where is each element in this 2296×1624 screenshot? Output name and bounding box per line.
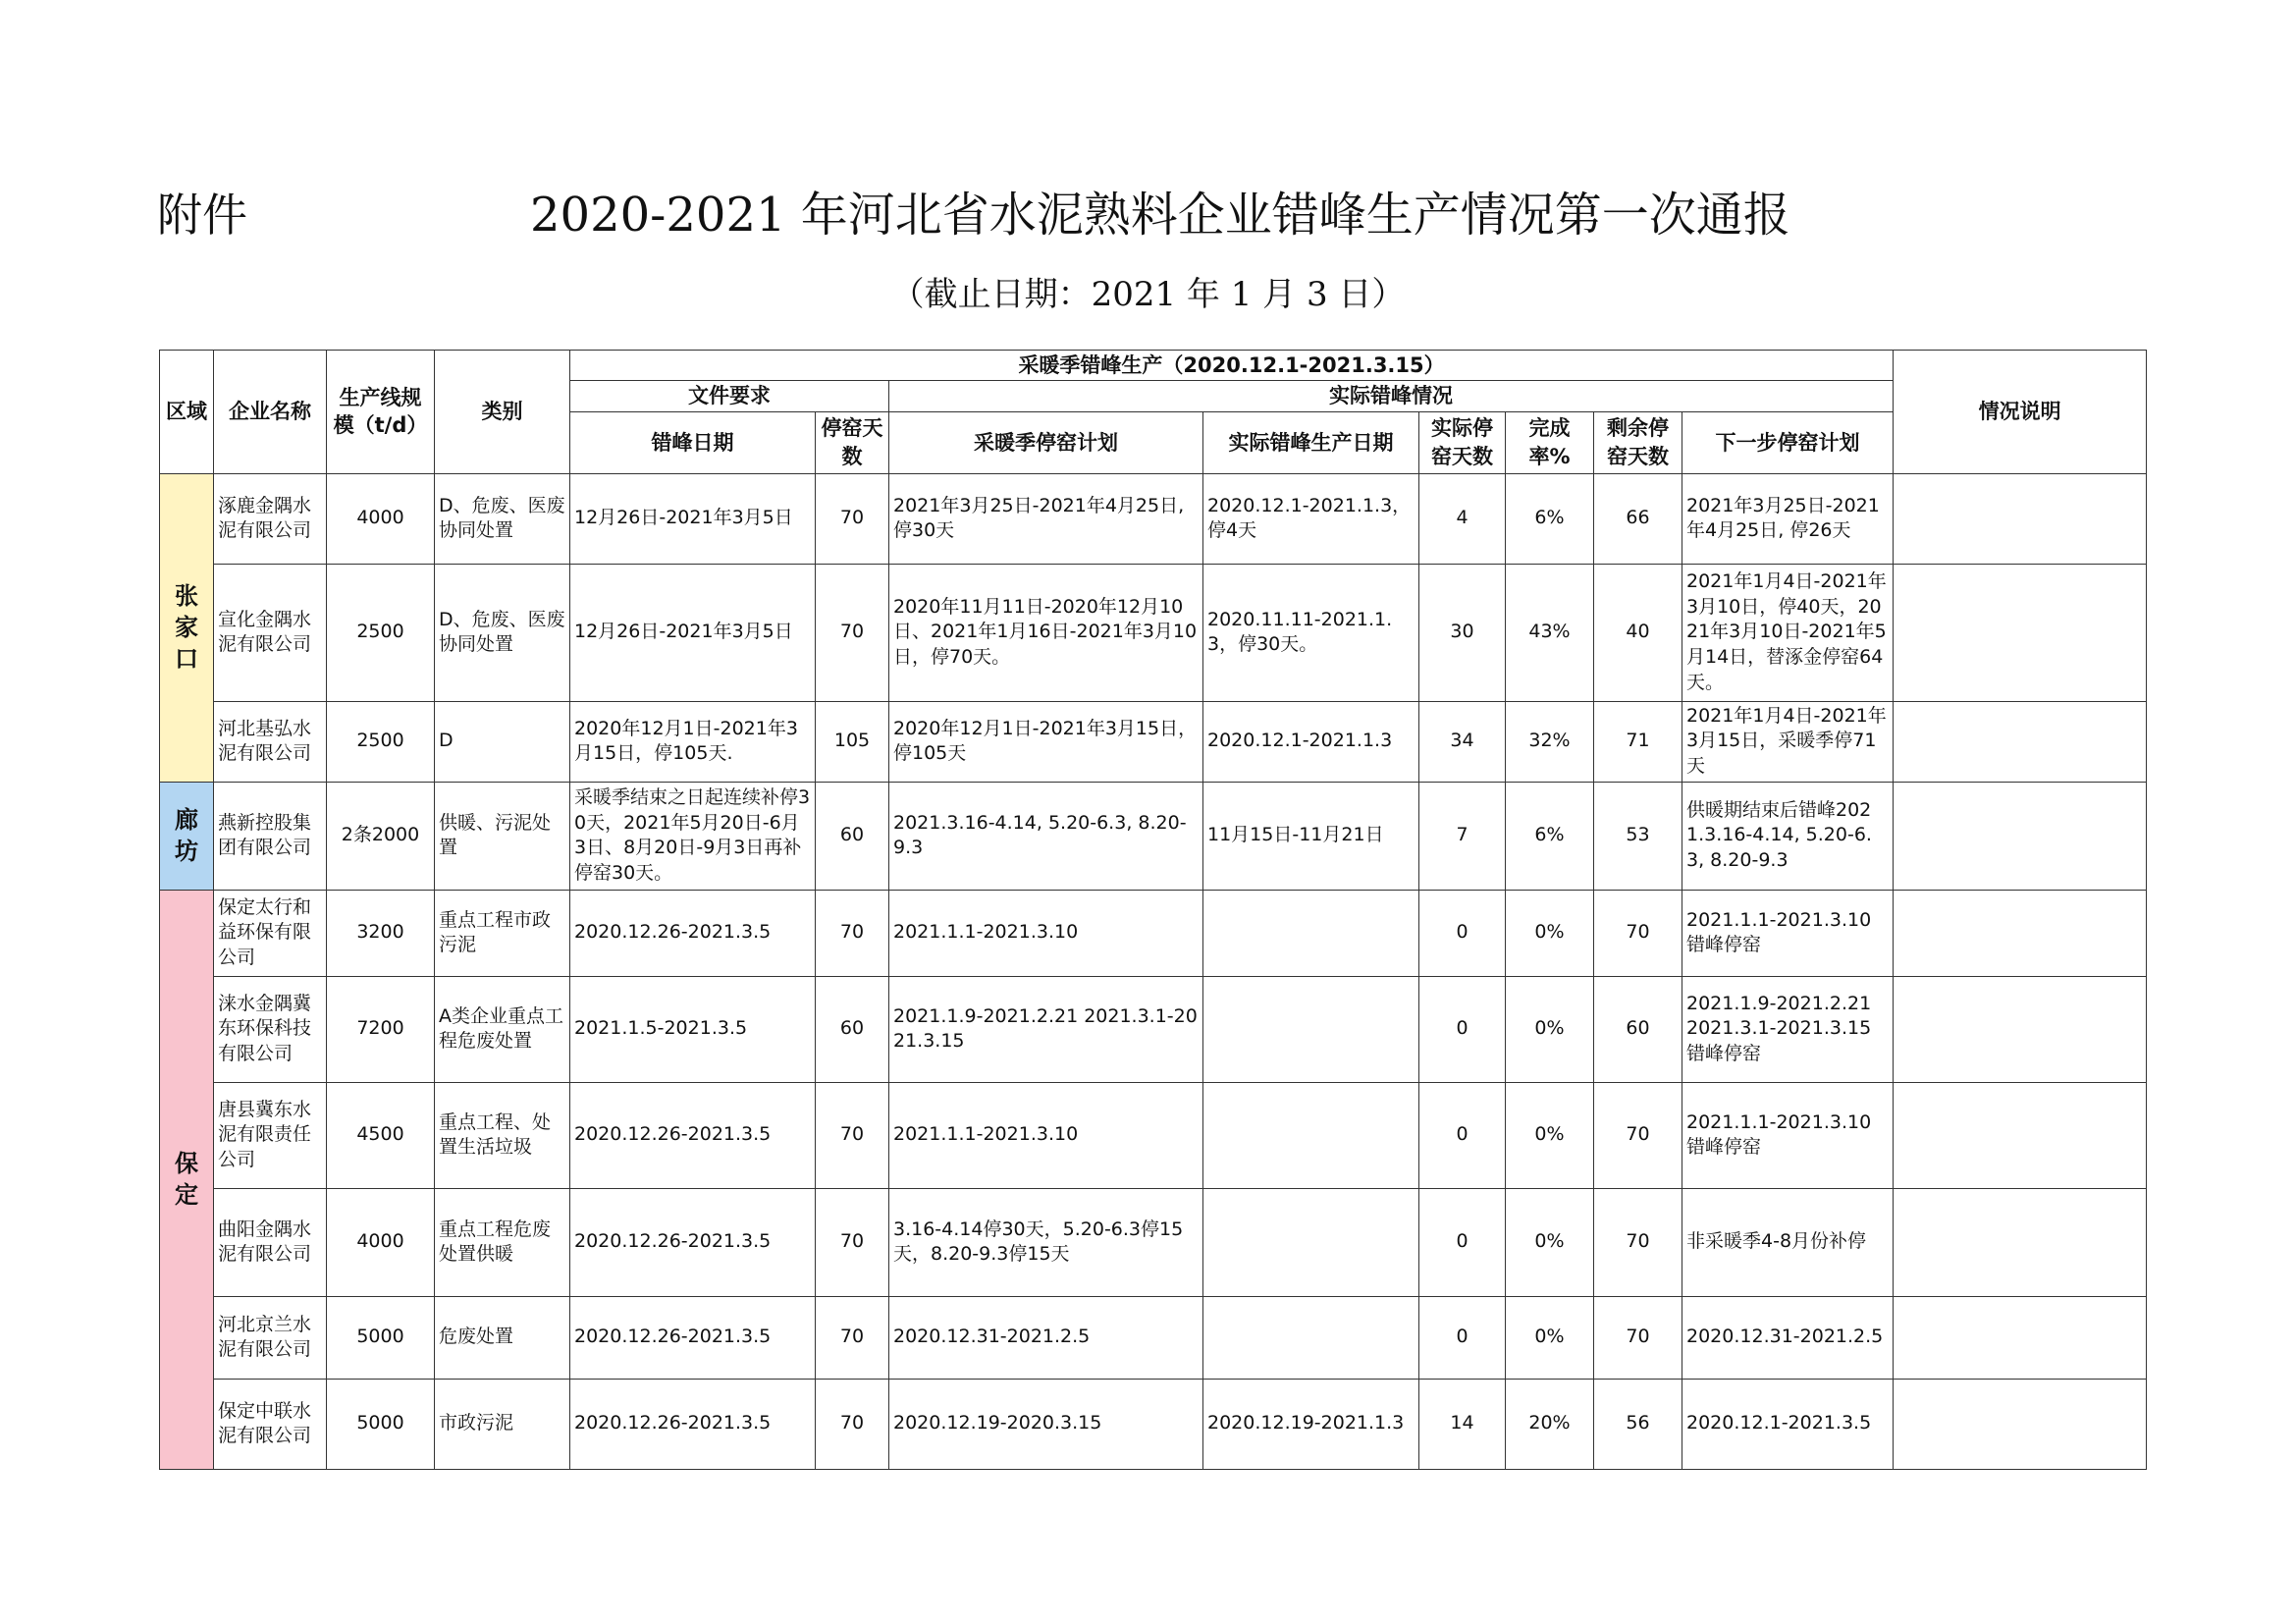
stop-days-cell: 70 bbox=[816, 1379, 889, 1469]
category-cell: D、危废、医废协同处置 bbox=[435, 473, 570, 564]
table-row bbox=[160, 782, 2147, 890]
completion-cell: 0% bbox=[1506, 890, 1594, 976]
header-actual-days: 实际停窑天数 bbox=[1419, 411, 1506, 473]
peak-production-table bbox=[159, 350, 2147, 1470]
completion-cell: 43% bbox=[1506, 564, 1594, 701]
company-cell: 保定中联水泥有限公司 bbox=[214, 1379, 327, 1469]
capacity-cell: 5000 bbox=[327, 1296, 435, 1379]
peak-date-cell: 2020.12.26-2021.3.5 bbox=[570, 1379, 816, 1469]
next-plan-cell: 2021年3月25日-2021年4月25日, 停26天 bbox=[1682, 473, 1894, 564]
stop-days-cell: 60 bbox=[816, 976, 889, 1082]
actual-days-cell: 30 bbox=[1419, 564, 1506, 701]
header-category: 类别 bbox=[435, 351, 570, 474]
peak-date-cell: 2020年12月1日-2021年3月15日，停105天. bbox=[570, 701, 816, 782]
completion-cell: 0% bbox=[1506, 1188, 1594, 1296]
remarks-cell bbox=[1894, 782, 2147, 890]
actual-date-cell: 2020.12.19-2021.1.3 bbox=[1203, 1379, 1419, 1469]
season-plan-cell: 2021年3月25日-2021年4月25日, 停30天 bbox=[889, 473, 1203, 564]
next-plan-cell: 2021.1.9-2021.2.21 2021.3.1-2021.3.15错峰停窑 bbox=[1682, 976, 1894, 1082]
capacity-cell: 2条2000 bbox=[327, 782, 435, 890]
category-cell: D bbox=[435, 701, 570, 782]
capacity-cell: 2500 bbox=[327, 564, 435, 701]
next-plan-cell: 2020.12.31-2021.2.5 bbox=[1682, 1296, 1894, 1379]
actual-days-cell: 0 bbox=[1419, 976, 1506, 1082]
actual-date-cell bbox=[1203, 890, 1419, 976]
remaining-cell: 53 bbox=[1594, 782, 1682, 890]
season-plan-cell: 2021.1.9-2021.2.21 2021.3.1-2021.3.15 bbox=[889, 976, 1203, 1082]
next-plan-cell: 2020.12.1-2021.3.5 bbox=[1682, 1379, 1894, 1469]
remaining-cell: 70 bbox=[1594, 1082, 1682, 1188]
header-actual: 实际错峰情况 bbox=[889, 381, 1894, 411]
season-plan-cell: 2020年11月11日-2020年12月10日、2021年1月16日-2021年3月10日，停70天。 bbox=[889, 564, 1203, 701]
remarks-cell bbox=[1894, 976, 2147, 1082]
next-plan-cell: 2021.1.1-2021.3.10错峰停窑 bbox=[1682, 890, 1894, 976]
next-plan-cell: 非采暖季4-8月份补停 bbox=[1682, 1188, 1894, 1296]
document-title: 2020-2021 年河北省水泥熟料企业错峰生产情况第一次通报 bbox=[530, 188, 1790, 243]
remarks-cell bbox=[1894, 564, 2147, 701]
remaining-cell: 70 bbox=[1594, 1296, 1682, 1379]
next-plan-cell: 2021年1月4日-2021年3月15日，采暖季停71天 bbox=[1682, 701, 1894, 782]
header-company: 企业名称 bbox=[214, 351, 327, 474]
peak-date-cell: 12月26日-2021年3月5日 bbox=[570, 564, 816, 701]
header-actual-date: 实际错峰生产日期 bbox=[1203, 411, 1419, 473]
category-cell: 重点工程、处置生活垃圾 bbox=[435, 1082, 570, 1188]
table-row bbox=[160, 1379, 2147, 1469]
peak-date-cell: 12月26日-2021年3月5日 bbox=[570, 473, 816, 564]
peak-date-cell: 2020.12.26-2021.3.5 bbox=[570, 1296, 816, 1379]
capacity-cell: 5000 bbox=[327, 1379, 435, 1469]
header-region: 区域 bbox=[160, 351, 214, 474]
company-cell: 涿鹿金隅水泥有限公司 bbox=[214, 473, 327, 564]
peak-date-cell: 2020.12.26-2021.3.5 bbox=[570, 1188, 816, 1296]
remarks-cell bbox=[1894, 701, 2147, 782]
completion-cell: 6% bbox=[1506, 473, 1594, 564]
stop-days-cell: 70 bbox=[816, 890, 889, 976]
company-cell: 涞水金隅冀东环保科技有限公司 bbox=[214, 976, 327, 1082]
season-plan-cell: 2020.12.31-2021.2.5 bbox=[889, 1296, 1203, 1379]
next-plan-cell: 供暖期结束后错峰2021.3.16-4.14, 5.20-6.3, 8.20-9.3 bbox=[1682, 782, 1894, 890]
actual-date-cell: 2020.11.11-2021.1.3，停30天。 bbox=[1203, 564, 1419, 701]
category-cell: 重点工程市政污泥 bbox=[435, 890, 570, 976]
remaining-cell: 60 bbox=[1594, 976, 1682, 1082]
remaining-cell: 66 bbox=[1594, 473, 1682, 564]
document-subtitle: （截止日期：2021 年 1 月 3 日） bbox=[890, 275, 1406, 314]
company-cell: 保定太行和益环保有限公司 bbox=[214, 890, 327, 976]
header-completion: 完成率% bbox=[1506, 411, 1594, 473]
completion-cell: 0% bbox=[1506, 1296, 1594, 1379]
header-remarks: 情况说明 bbox=[1894, 351, 2147, 474]
header-stop-days: 停窑天数 bbox=[816, 411, 889, 473]
remaining-cell: 56 bbox=[1594, 1379, 1682, 1469]
capacity-cell: 4000 bbox=[327, 1188, 435, 1296]
actual-date-cell: 2020.12.1-2021.1.3 bbox=[1203, 701, 1419, 782]
company-cell: 河北基弘水泥有限公司 bbox=[214, 701, 327, 782]
season-plan-cell: 2021.3.16-4.14, 5.20-6.3, 8.20-9.3 bbox=[889, 782, 1203, 890]
season-plan-cell: 3.16-4.14停30天，5.20-6.3停15天，8.20-9.3停15天 bbox=[889, 1188, 1203, 1296]
stop-days-cell: 70 bbox=[816, 1296, 889, 1379]
completion-cell: 0% bbox=[1506, 976, 1594, 1082]
category-cell: A类企业重点工程危废处置 bbox=[435, 976, 570, 1082]
category-cell: 供暖、污泥处置 bbox=[435, 782, 570, 890]
actual-date-cell bbox=[1203, 976, 1419, 1082]
header-next-plan: 下一步停窑计划 bbox=[1682, 411, 1894, 473]
actual-date-cell bbox=[1203, 1082, 1419, 1188]
remarks-cell bbox=[1894, 890, 2147, 976]
next-plan-cell: 2021.1.1-2021.3.10错峰停窑 bbox=[1682, 1082, 1894, 1188]
actual-days-cell: 0 bbox=[1419, 1296, 1506, 1379]
remarks-cell bbox=[1894, 1296, 2147, 1379]
actual-days-cell: 0 bbox=[1419, 890, 1506, 976]
category-cell: D、危废、医废协同处置 bbox=[435, 564, 570, 701]
capacity-cell: 2500 bbox=[327, 701, 435, 782]
stop-days-cell: 70 bbox=[816, 1082, 889, 1188]
header-doc-req: 文件要求 bbox=[570, 381, 889, 411]
company-cell: 曲阳金隅水泥有限公司 bbox=[214, 1188, 327, 1296]
actual-days-cell: 7 bbox=[1419, 782, 1506, 890]
table-row bbox=[160, 976, 2147, 1082]
header-season-plan: 采暖季停窑计划 bbox=[889, 411, 1203, 473]
table-row bbox=[160, 1296, 2147, 1379]
stop-days-cell: 70 bbox=[816, 473, 889, 564]
remarks-cell bbox=[1894, 1379, 2147, 1469]
peak-date-cell: 2021.1.5-2021.3.5 bbox=[570, 976, 816, 1082]
capacity-cell: 4500 bbox=[327, 1082, 435, 1188]
remaining-cell: 70 bbox=[1594, 1188, 1682, 1296]
completion-cell: 6% bbox=[1506, 782, 1594, 890]
remarks-cell bbox=[1894, 1082, 2147, 1188]
table-row bbox=[160, 890, 2147, 976]
header-remaining: 剩余停窑天数 bbox=[1594, 411, 1682, 473]
next-plan-cell: 2021年1月4日-2021年3月10日，停40天，2021年3月10日-2021年5月14日，替涿金停窑64天。 bbox=[1682, 564, 1894, 701]
season-plan-cell: 2021.1.1-2021.3.10 bbox=[889, 890, 1203, 976]
company-cell: 唐县冀东水泥有限责任公司 bbox=[214, 1082, 327, 1188]
actual-days-cell: 34 bbox=[1419, 701, 1506, 782]
actual-date-cell bbox=[1203, 1188, 1419, 1296]
stop-days-cell: 105 bbox=[816, 701, 889, 782]
stop-days-cell: 70 bbox=[816, 564, 889, 701]
capacity-cell: 4000 bbox=[327, 473, 435, 564]
actual-date-cell: 2020.12.1-2021.1.3，停4天 bbox=[1203, 473, 1419, 564]
table-row bbox=[160, 473, 2147, 564]
stop-days-cell: 70 bbox=[816, 1188, 889, 1296]
capacity-cell: 7200 bbox=[327, 976, 435, 1082]
category-cell: 重点工程危废处置供暖 bbox=[435, 1188, 570, 1296]
attachment-label: 附件 bbox=[157, 189, 247, 242]
remarks-cell bbox=[1894, 473, 2147, 564]
remarks-cell bbox=[1894, 1188, 2147, 1296]
region-cell: 保定 bbox=[160, 890, 214, 1469]
season-plan-cell: 2021.1.1-2021.3.10 bbox=[889, 1082, 1203, 1188]
actual-days-cell: 14 bbox=[1419, 1379, 1506, 1469]
table-row bbox=[160, 564, 2147, 701]
capacity-cell: 3200 bbox=[327, 890, 435, 976]
header-season-group: 采暖季错峰生产（2020.12.1-2021.3.15） bbox=[570, 351, 1894, 381]
actual-days-cell: 0 bbox=[1419, 1082, 1506, 1188]
category-cell: 市政污泥 bbox=[435, 1379, 570, 1469]
company-cell: 燕新控股集团有限公司 bbox=[214, 782, 327, 890]
completion-cell: 0% bbox=[1506, 1082, 1594, 1188]
remaining-cell: 71 bbox=[1594, 701, 1682, 782]
season-plan-cell: 2020年12月1日-2021年3月15日，停105天 bbox=[889, 701, 1203, 782]
stop-days-cell: 60 bbox=[816, 782, 889, 890]
peak-date-cell: 2020.12.26-2021.3.5 bbox=[570, 1082, 816, 1188]
company-cell: 河北京兰水泥有限公司 bbox=[214, 1296, 327, 1379]
table-row bbox=[160, 701, 2147, 782]
peak-date-cell: 采暖季结束之日起连续补停30天，2021年5月20日-6月3日、8月20日-9月3日再补停窑30天。 bbox=[570, 782, 816, 890]
actual-date-cell bbox=[1203, 1296, 1419, 1379]
region-cell: 张家口 bbox=[160, 473, 214, 782]
header-peak-date: 错峰日期 bbox=[570, 411, 816, 473]
peak-date-cell: 2020.12.26-2021.3.5 bbox=[570, 890, 816, 976]
table-row bbox=[160, 1188, 2147, 1296]
actual-days-cell: 0 bbox=[1419, 1188, 1506, 1296]
completion-cell: 20% bbox=[1506, 1379, 1594, 1469]
season-plan-cell: 2020.12.19-2020.3.15 bbox=[889, 1379, 1203, 1469]
table-row bbox=[160, 1082, 2147, 1188]
actual-days-cell: 4 bbox=[1419, 473, 1506, 564]
remaining-cell: 70 bbox=[1594, 890, 1682, 976]
region-cell: 廊坊 bbox=[160, 782, 214, 890]
category-cell: 危废处置 bbox=[435, 1296, 570, 1379]
company-cell: 宣化金隅水泥有限公司 bbox=[214, 564, 327, 701]
remaining-cell: 40 bbox=[1594, 564, 1682, 701]
header-capacity: 生产线规模（t/d） bbox=[327, 351, 435, 474]
completion-cell: 32% bbox=[1506, 701, 1594, 782]
actual-date-cell: 11月15日-11月21日 bbox=[1203, 782, 1419, 890]
